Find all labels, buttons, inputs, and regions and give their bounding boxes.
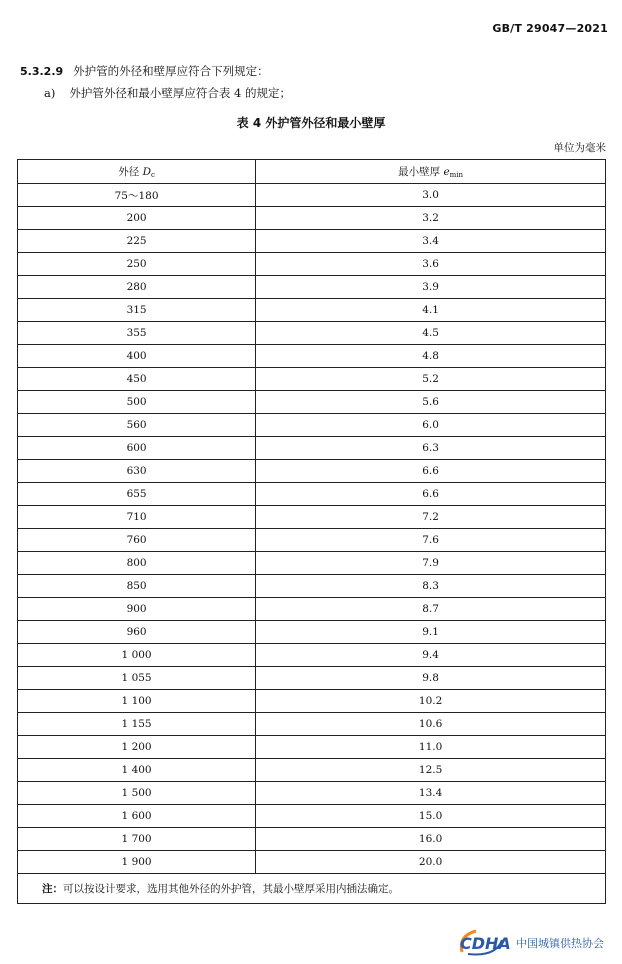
table-row bbox=[18, 552, 606, 575]
list-item-text: 外护管外径和最小壁厚应符合表 4 的规定； bbox=[69, 86, 291, 100]
cell-outer-diameter: 900 bbox=[18, 598, 256, 621]
cell-min-wall-thickness: 10.2 bbox=[256, 690, 606, 713]
table-row bbox=[18, 828, 606, 851]
cell-outer-diameter: 1 155 bbox=[18, 713, 256, 736]
table-row bbox=[18, 598, 606, 621]
logo-letters: CDHA bbox=[460, 934, 511, 953]
table-row bbox=[18, 207, 606, 230]
cell-outer-diameter: 630 bbox=[18, 460, 256, 483]
table-row bbox=[18, 713, 606, 736]
note-text: 可以按设计要求，选用其他外径的外护管，其最小壁厚采用内插法确定。 bbox=[63, 883, 399, 895]
table-row bbox=[18, 667, 606, 690]
cell-outer-diameter: 1 700 bbox=[18, 828, 256, 851]
cell-min-wall-thickness: 11.0 bbox=[256, 736, 606, 759]
cell-min-wall-thickness: 5.2 bbox=[256, 368, 606, 391]
standard-code: GB/T 29047—2021 bbox=[492, 22, 608, 35]
cell-outer-diameter: 655 bbox=[18, 483, 256, 506]
table-row bbox=[18, 184, 606, 207]
cell-min-wall-thickness: 9.8 bbox=[256, 667, 606, 690]
table-row bbox=[18, 575, 606, 598]
cell-outer-diameter: 710 bbox=[18, 506, 256, 529]
header-min-wall-thickness: 最小壁厚 $e_{min}$ bbox=[256, 160, 606, 184]
cell-outer-diameter: 200 bbox=[18, 207, 256, 230]
cell-outer-diameter: 280 bbox=[18, 276, 256, 299]
cell-min-wall-thickness: 6.6 bbox=[256, 460, 606, 483]
table-row bbox=[18, 460, 606, 483]
table-row bbox=[18, 690, 606, 713]
cell-min-wall-thickness: 7.2 bbox=[256, 506, 606, 529]
cell-outer-diameter: 500 bbox=[18, 391, 256, 414]
cell-min-wall-thickness: 5.6 bbox=[256, 391, 606, 414]
table-row bbox=[18, 276, 606, 299]
cell-outer-diameter: 760 bbox=[18, 529, 256, 552]
table-row bbox=[18, 644, 606, 667]
cell-min-wall-thickness: 16.0 bbox=[256, 828, 606, 851]
cell-outer-diameter: 960 bbox=[18, 621, 256, 644]
clause-number: 5.3.2.9 bbox=[20, 65, 64, 78]
cell-outer-diameter: 315 bbox=[18, 299, 256, 322]
table-row bbox=[18, 299, 606, 322]
table-row bbox=[18, 322, 606, 345]
table-row bbox=[18, 805, 606, 828]
cell-min-wall-thickness: 15.0 bbox=[256, 805, 606, 828]
table-row bbox=[18, 437, 606, 460]
cell-min-wall-thickness: 8.3 bbox=[256, 575, 606, 598]
logo-name: 中国城镇供热协会 bbox=[516, 937, 604, 950]
cell-outer-diameter: 850 bbox=[18, 575, 256, 598]
table-title: 表 4 外护管外径和最小壁厚 bbox=[236, 116, 386, 130]
cell-min-wall-thickness: 7.9 bbox=[256, 552, 606, 575]
table-header-row bbox=[18, 160, 606, 184]
cell-outer-diameter: 1 500 bbox=[18, 782, 256, 805]
cell-min-wall-thickness: 6.6 bbox=[256, 483, 606, 506]
cell-outer-diameter: 800 bbox=[18, 552, 256, 575]
table-row bbox=[18, 368, 606, 391]
cell-min-wall-thickness: 6.3 bbox=[256, 437, 606, 460]
cell-outer-diameter: 1 900 bbox=[18, 851, 256, 874]
cell-outer-diameter: 1 600 bbox=[18, 805, 256, 828]
table-row bbox=[18, 529, 606, 552]
cell-outer-diameter: 1 000 bbox=[18, 644, 256, 667]
cell-min-wall-thickness: 3.9 bbox=[256, 276, 606, 299]
table-row bbox=[18, 391, 606, 414]
cell-min-wall-thickness: 9.1 bbox=[256, 621, 606, 644]
cell-min-wall-thickness: 13.4 bbox=[256, 782, 606, 805]
cell-outer-diameter: 225 bbox=[18, 230, 256, 253]
clause-paragraph bbox=[20, 63, 269, 79]
table-note-row bbox=[18, 874, 606, 904]
cell-min-wall-thickness: 3.2 bbox=[256, 207, 606, 230]
cell-min-wall-thickness: 7.6 bbox=[256, 529, 606, 552]
cell-outer-diameter: 1 200 bbox=[18, 736, 256, 759]
cell-min-wall-thickness: 3.4 bbox=[256, 230, 606, 253]
table-row bbox=[18, 414, 606, 437]
cell-min-wall-thickness: 8.7 bbox=[256, 598, 606, 621]
list-item-a bbox=[44, 85, 291, 101]
cell-min-wall-thickness: 4.8 bbox=[256, 345, 606, 368]
table-row bbox=[18, 483, 606, 506]
cell-outer-diameter: 1 400 bbox=[18, 759, 256, 782]
table-row bbox=[18, 851, 606, 874]
cell-min-wall-thickness: 9.4 bbox=[256, 644, 606, 667]
cell-outer-diameter: 355 bbox=[18, 322, 256, 345]
table-row bbox=[18, 621, 606, 644]
cell-outer-diameter: 1 100 bbox=[18, 690, 256, 713]
header-outer-diameter: 外径 $D_c$ bbox=[18, 160, 256, 184]
cell-min-wall-thickness: 12.5 bbox=[256, 759, 606, 782]
cell-min-wall-thickness: 3.0 bbox=[256, 184, 606, 207]
cell-outer-diameter: 600 bbox=[18, 437, 256, 460]
cell-min-wall-thickness: 20.0 bbox=[256, 851, 606, 874]
table-row bbox=[18, 253, 606, 276]
cell-outer-diameter: 400 bbox=[18, 345, 256, 368]
cell-outer-diameter: 450 bbox=[18, 368, 256, 391]
cdha-logo bbox=[456, 926, 616, 956]
spec-table bbox=[17, 159, 606, 904]
table-row bbox=[18, 506, 606, 529]
cell-outer-diameter: 75～180 bbox=[18, 184, 256, 207]
list-item-mark: a) bbox=[44, 86, 56, 100]
table-row bbox=[18, 345, 606, 368]
clause-text: 外护管的外径和壁厚应符合下列规定： bbox=[73, 64, 269, 78]
cell-min-wall-thickness: 4.5 bbox=[256, 322, 606, 345]
table-row bbox=[18, 736, 606, 759]
table-unit: 单位为毫米 bbox=[553, 142, 606, 154]
table-row bbox=[18, 759, 606, 782]
cell-outer-diameter: 1 055 bbox=[18, 667, 256, 690]
cell-min-wall-thickness: 10.6 bbox=[256, 713, 606, 736]
table-row bbox=[18, 230, 606, 253]
table-row bbox=[18, 782, 606, 805]
cell-outer-diameter: 250 bbox=[18, 253, 256, 276]
cell-min-wall-thickness: 6.0 bbox=[256, 414, 606, 437]
cell-outer-diameter: 560 bbox=[18, 414, 256, 437]
table-note bbox=[18, 874, 606, 904]
cell-min-wall-thickness: 4.1 bbox=[256, 299, 606, 322]
cell-min-wall-thickness: 3.6 bbox=[256, 253, 606, 276]
note-label: 注： bbox=[42, 883, 63, 895]
